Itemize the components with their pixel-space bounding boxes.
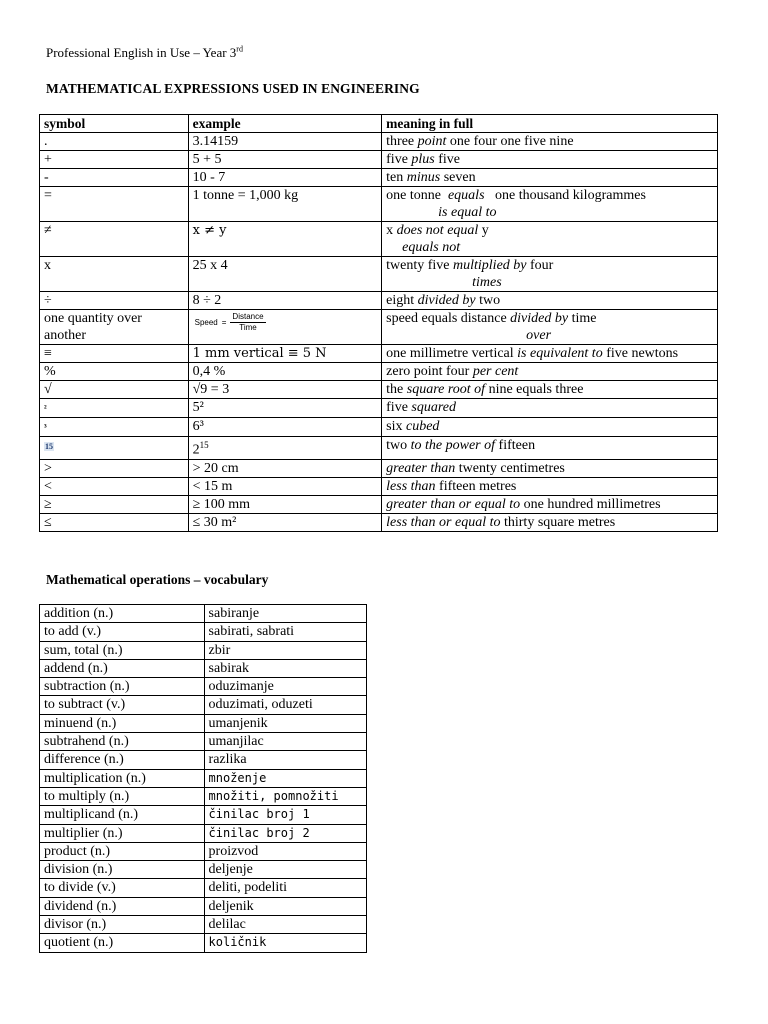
symbol-text: +	[44, 152, 52, 167]
meaning-fragment: four	[526, 258, 554, 273]
example-cell	[188, 513, 382, 531]
column-header-meaning: meaning in full	[382, 115, 718, 133]
example-text: 1 tonne = 1,000 kg	[192, 188, 299, 203]
meaning-cell	[382, 257, 718, 292]
english-term-cell: subtraction (n.)	[40, 678, 205, 696]
meaning-keyword: square root of	[406, 382, 486, 397]
symbol-cell	[40, 222, 189, 257]
table-row	[40, 934, 367, 952]
symbol-cell	[40, 495, 189, 513]
meaning-keyword: does not equal	[396, 223, 479, 238]
meaning-alternative: equals not	[402, 240, 461, 255]
table-row	[40, 605, 367, 623]
symbol-text: one quantity over another	[44, 311, 142, 343]
meaning-text	[386, 223, 489, 238]
vocabulary-table	[39, 604, 367, 953]
serbian-term-cell: zbir	[204, 641, 366, 659]
example-cell	[188, 495, 382, 513]
symbol-cell	[40, 151, 189, 169]
symbol-cell	[40, 513, 189, 531]
example-text: ≤ 30 m²	[192, 514, 237, 530]
example-cell	[188, 477, 382, 495]
english-term-cell: to multiply (n.)	[40, 787, 205, 805]
meaning-fragment: zero point four	[386, 364, 473, 379]
serbian-term-cell: sabirati, sabrati	[204, 623, 366, 641]
serbian-term-cell: deljenik	[204, 897, 366, 915]
symbol-text: %	[44, 364, 56, 379]
serbian-term-cell: količnik	[204, 934, 366, 952]
table-row	[40, 363, 718, 381]
meaning-fragment: three	[386, 134, 418, 149]
symbol-text: ³	[44, 422, 47, 432]
english-term-cell: multiplication (n.)	[40, 769, 205, 787]
meaning-text	[386, 258, 553, 273]
meaning-fragment: twenty five	[386, 258, 454, 273]
symbol-text: >	[44, 460, 52, 476]
example-cell	[188, 169, 382, 187]
serbian-term-cell: sabiranje	[204, 605, 366, 623]
meaning-cell	[382, 169, 718, 187]
meaning-fragment: six	[386, 419, 406, 434]
meaning-fragment: five newtons	[602, 346, 679, 361]
meaning-text	[386, 311, 596, 326]
table-row	[40, 641, 367, 659]
meaning-cell	[382, 133, 718, 151]
meaning-cell	[382, 292, 718, 310]
serbian-term-cell: množenje	[204, 769, 366, 787]
meaning-keyword: minus	[406, 170, 441, 185]
table-row	[40, 769, 367, 787]
table-row	[40, 714, 367, 732]
symbol-text: =	[44, 188, 52, 203]
meaning-cell	[382, 310, 718, 345]
table-row	[40, 861, 367, 879]
english-term-cell: multiplier (n.)	[40, 824, 205, 842]
meaning-text	[386, 461, 565, 476]
english-term-cell: divisor (n.)	[40, 916, 205, 934]
table-row	[40, 133, 718, 151]
english-term-cell: sum, total (n.)	[40, 641, 205, 659]
meaning-keyword: squared	[411, 400, 456, 415]
meaning-text	[386, 293, 500, 308]
meaning-keyword: divided by	[510, 311, 569, 326]
column-header-example: example	[188, 115, 382, 133]
example-text: 5²	[192, 400, 204, 415]
meaning-fragment: seven	[440, 170, 476, 185]
meaning-fragment: speed equals distance	[386, 311, 511, 326]
example-cell	[188, 437, 382, 460]
meaning-text	[386, 479, 516, 494]
meaning-keyword: per cent	[472, 364, 519, 379]
table-row	[40, 477, 718, 495]
table-row	[40, 824, 367, 842]
meaning-text	[386, 152, 460, 167]
symbol-text: ÷	[44, 293, 52, 308]
vocabulary-title: Mathematical operations – vocabulary	[46, 572, 269, 587]
table-row	[40, 437, 718, 460]
serbian-term-cell: razlika	[204, 751, 366, 769]
meaning-fragment: one tonne	[386, 188, 448, 203]
meaning-text	[386, 438, 535, 453]
meaning-text	[386, 497, 660, 512]
table-row	[40, 879, 367, 897]
english-term-cell: to divide (v.)	[40, 879, 205, 897]
serbian-term-cell: činilac broj 1	[204, 806, 366, 824]
symbol-cell	[40, 310, 189, 345]
column-header-symbol: symbol	[40, 115, 189, 133]
meaning-cell	[382, 345, 718, 363]
table-row	[40, 787, 367, 805]
serbian-term-cell: činilac broj 2	[204, 824, 366, 842]
meaning-fragment: ten	[386, 170, 407, 185]
english-term-cell: multiplicand (n.)	[40, 806, 205, 824]
meaning-keyword: greater than	[386, 460, 456, 476]
serbian-term-cell: deljenje	[204, 861, 366, 879]
symbol-cell	[40, 187, 189, 222]
serbian-term-cell: množiti, pomnožiti	[204, 787, 366, 805]
english-term-cell: dividend (n.)	[40, 897, 205, 915]
meaning-cell	[382, 513, 718, 531]
meaning-alternative: over	[526, 328, 552, 343]
meaning-keyword: divided by	[417, 293, 476, 308]
meaning-fragment: five	[386, 400, 412, 415]
meaning-cell	[382, 363, 718, 381]
example-cell	[188, 418, 382, 437]
meaning-text	[386, 364, 518, 379]
fraction-denominator: Time	[239, 323, 257, 332]
example-text: 3.14159	[192, 134, 239, 149]
english-term-cell: to add (v.)	[40, 623, 205, 641]
table-row	[40, 187, 718, 222]
meaning-cell	[382, 495, 718, 513]
meaning-cell	[382, 437, 718, 460]
symbol-text: ²	[44, 403, 47, 413]
meaning-fragment: the	[386, 382, 407, 397]
meaning-fragment: fifteen	[495, 438, 536, 453]
speed-fraction	[193, 310, 266, 333]
example-text: > 20 cm	[192, 460, 239, 476]
symbol-cell	[40, 363, 189, 381]
serbian-term-cell: umanjilac	[204, 733, 366, 751]
course-name: Professional English in Use – Year 3	[46, 45, 237, 60]
example-text: √9 = 3	[192, 382, 230, 397]
table-row	[40, 806, 367, 824]
meaning-text	[386, 170, 475, 185]
english-term-cell: addition (n.)	[40, 605, 205, 623]
meaning-alternative: is equal to	[438, 205, 497, 220]
example-cell	[188, 310, 382, 345]
symbol-text: 15	[45, 442, 53, 451]
meaning-fragment: one hundred millimetres	[520, 496, 661, 512]
meaning-keyword: less than or equal to	[386, 514, 501, 530]
serbian-term-cell: sabirak	[204, 659, 366, 677]
meaning-fragment: one thousand kilogrammes	[484, 188, 646, 203]
english-term-cell: quotient (n.)	[40, 934, 205, 952]
symbol-cell	[40, 133, 189, 151]
meaning-cell	[382, 399, 718, 418]
fraction-lhs: Speed	[194, 318, 218, 327]
meaning-fragment: eight	[386, 293, 418, 308]
meaning-keyword: less than	[386, 478, 436, 494]
english-term-cell: difference (n.)	[40, 751, 205, 769]
meaning-keyword: multiplied by	[453, 258, 527, 273]
table-row	[40, 733, 367, 751]
table-row	[40, 381, 718, 399]
example-cell	[188, 363, 382, 381]
fraction-numerator: Distance	[232, 312, 264, 321]
course-header	[46, 45, 243, 61]
english-term-cell: to subtract (v.)	[40, 696, 205, 714]
symbol-text: .	[44, 134, 48, 149]
table-row	[40, 495, 718, 513]
meaning-cell	[382, 151, 718, 169]
serbian-term-cell: deliti, podeliti	[204, 879, 366, 897]
symbol-text: ≡	[44, 346, 52, 361]
meaning-fragment: two	[386, 438, 411, 453]
meaning-fragment: five	[434, 152, 461, 167]
meaning-fragment: twenty centimetres	[455, 460, 565, 476]
table-row	[40, 257, 718, 292]
meaning-keyword: is equivalent to	[517, 346, 603, 361]
table-row	[40, 513, 718, 531]
example-cell	[188, 459, 382, 477]
table-row	[40, 842, 367, 860]
table-row	[40, 897, 367, 915]
meaning-cell	[382, 222, 718, 257]
serbian-term-cell: umanjenik	[204, 714, 366, 732]
example-cell	[188, 187, 382, 222]
table-row	[40, 659, 367, 677]
meaning-cell	[382, 187, 718, 222]
table-row	[40, 623, 367, 641]
meaning-cell	[382, 418, 718, 437]
serbian-term-cell: oduzimati, oduzeti	[204, 696, 366, 714]
table-row	[40, 222, 718, 257]
meaning-cell	[382, 477, 718, 495]
meaning-alternative: times	[472, 275, 502, 290]
symbol-text: ≠	[44, 223, 52, 238]
english-term-cell: product (n.)	[40, 842, 205, 860]
example-cell	[188, 257, 382, 292]
example-cell	[188, 151, 382, 169]
example-cell	[188, 292, 382, 310]
table-row	[40, 459, 718, 477]
example-cell	[188, 399, 382, 418]
course-year-suffix: rd	[236, 44, 243, 54]
symbol-cell	[40, 477, 189, 495]
example-text: x ≠ y	[192, 223, 227, 238]
symbol-cell	[40, 169, 189, 187]
symbol-text: <	[44, 478, 52, 494]
example-text: 25 x 4	[192, 258, 228, 273]
meaning-fragment: one millimetre vertical	[386, 346, 518, 361]
meaning-text	[386, 515, 615, 530]
example-exponent: 15	[199, 440, 209, 450]
meaning-fragment: thirty square metres	[500, 514, 616, 530]
meaning-fragment: x	[386, 223, 397, 238]
example-text: 6³	[192, 419, 204, 434]
meaning-fragment: two	[475, 293, 501, 308]
meaning-cell	[382, 459, 718, 477]
table-row	[40, 916, 367, 934]
symbol-cell	[40, 437, 189, 460]
example-text: 1 mm vertical ≡ 5 N	[192, 346, 327, 361]
symbol-cell	[40, 399, 189, 418]
meaning-fragment: five	[386, 152, 412, 167]
symbol-cell	[40, 345, 189, 363]
table-row	[40, 151, 718, 169]
table-row	[40, 345, 718, 363]
serbian-term-cell: delilac	[204, 916, 366, 934]
meaning-fragment: time	[568, 311, 597, 326]
symbol-cell	[40, 459, 189, 477]
table-row	[40, 418, 718, 437]
meaning-keyword: equals	[447, 188, 485, 203]
meaning-text	[386, 419, 439, 434]
english-term-cell: minuend (n.)	[40, 714, 205, 732]
symbol-cell	[40, 257, 189, 292]
english-term-cell: subtrahend (n.)	[40, 733, 205, 751]
symbol-text: x	[44, 258, 51, 273]
table-row	[40, 399, 718, 418]
example-text: ≥ 100 mm	[192, 496, 251, 512]
example-text: 0,4 %	[192, 364, 226, 379]
meaning-keyword: cubed	[405, 419, 440, 434]
fraction-body	[230, 312, 265, 333]
symbol-cell	[40, 381, 189, 399]
example-cell	[188, 381, 382, 399]
example-text: 2	[192, 442, 200, 458]
symbol-text: ≤	[44, 514, 52, 530]
meaning-text	[386, 134, 573, 149]
table-row	[40, 696, 367, 714]
table-row	[40, 678, 367, 696]
english-term-cell: addend (n.)	[40, 659, 205, 677]
table-header-row	[40, 115, 718, 133]
meaning-fragment: nine equals three	[485, 382, 584, 397]
example-text: 8 ÷ 2	[192, 293, 222, 308]
symbol-cell	[40, 418, 189, 437]
example-text: < 15 m	[192, 478, 233, 494]
meaning-fragment: one four one five nine	[446, 134, 574, 149]
symbol-cell	[40, 292, 189, 310]
serbian-term-cell: proizvod	[204, 842, 366, 860]
meaning-fragment: y	[478, 223, 489, 238]
example-cell	[188, 345, 382, 363]
example-cell	[188, 222, 382, 257]
symbol-text: √	[44, 382, 52, 397]
meaning-keyword: point	[417, 134, 447, 149]
table-row	[40, 169, 718, 187]
symbol-text: ≥	[44, 496, 52, 512]
expressions-table	[39, 114, 718, 532]
table-row	[40, 751, 367, 769]
table-row	[40, 292, 718, 310]
meaning-text	[386, 346, 678, 361]
meaning-text	[386, 382, 583, 397]
symbol-text: -	[44, 170, 49, 185]
meaning-fragment: fifteen metres	[435, 478, 517, 494]
example-text: 10 - 7	[192, 170, 226, 185]
page-title: MATHEMATICAL EXPRESSIONS USED IN ENGINEERING	[46, 81, 420, 96]
meaning-keyword: greater than or equal to	[386, 496, 521, 512]
english-term-cell: division (n.)	[40, 861, 205, 879]
meaning-text	[386, 188, 646, 203]
serbian-term-cell: oduzimanje	[204, 678, 366, 696]
example-text: 5 + 5	[192, 152, 222, 167]
example-cell	[188, 133, 382, 151]
meaning-keyword: plus	[411, 152, 435, 167]
meaning-text	[386, 400, 456, 415]
meaning-keyword: to the power of	[410, 438, 496, 453]
meaning-cell	[382, 381, 718, 399]
fraction-equals: =	[221, 318, 227, 327]
table-row	[40, 310, 718, 345]
